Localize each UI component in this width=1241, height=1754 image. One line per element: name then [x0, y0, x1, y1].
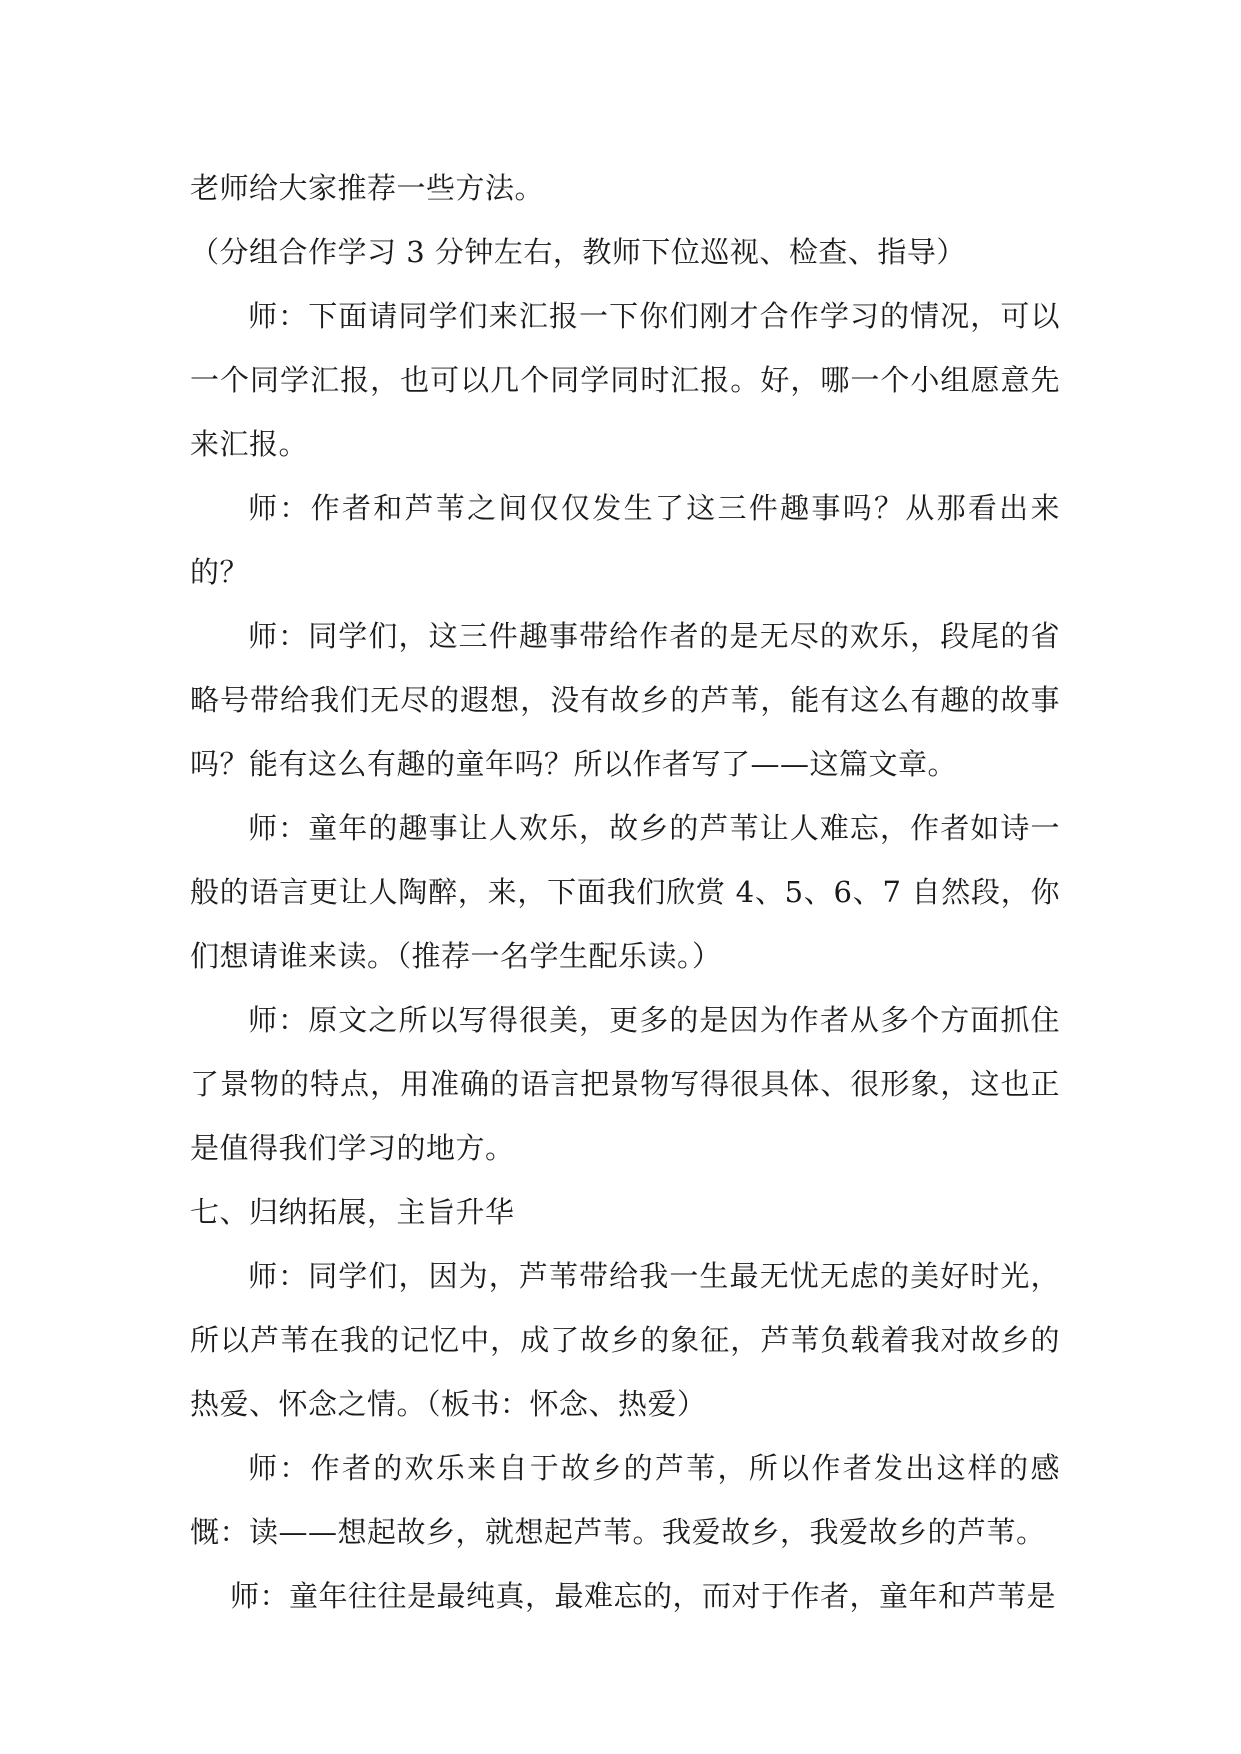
paragraph-teacher-question-three-events: 师：作者和芦苇之间仅仅发生了这三件趣事吗？从那看出来的？ — [190, 491, 1060, 589]
paragraph-teacher-appreciate-paragraphs: 师：童年的趣事让人欢乐，故乡的芦苇让人难忘，作者如诗一般的语言更让人陶醉，来，下面我们欣赏 4、5、6、7 自然段，你们想请谁来读。（推荐一名学生配乐读。） — [190, 811, 1060, 973]
paragraph-group-study-note: （分组合作学习 3 分钟左右，教师下位巡视、检查、指导） — [190, 235, 966, 269]
paragraph-teacher-author-sigh: 师：作者的欢乐来自于故乡的芦苇，所以作者发出这样的感慨：读——想起故乡，就想起芦苇。我爱故乡，我爱故乡的芦苇。 — [190, 1451, 1060, 1549]
paragraph-teacher-report-request: 师：下面请同学们来汇报一下你们刚才合作学习的情况，可以一个同学汇报，也可以几个同学同时汇报。好，哪一个小组愿意先来汇报。 — [190, 299, 1060, 461]
document-body — [190, 156, 1060, 1628]
section-heading-summary: 七、归纳拓展，主旨升华 — [190, 1195, 515, 1229]
paragraph-teacher-writing-features: 师：原文之所以写得很美，更多的是因为作者从多个方面抓住了景物的特点，用准确的语言把景物写得很具体、很形象，这也正是值得我们学习的地方。 — [190, 1003, 1060, 1165]
paragraph-teacher-joy-and-reverie: 师：同学们，这三件趣事带给作者的是无尽的欢乐，段尾的省略号带给我们无尽的遐想，没有故乡的芦苇，能有这么有趣的故事吗？能有这么有趣的童年吗？所以作者写了——这篇文章。 — [190, 619, 1060, 781]
paragraph-teacher-reed-symbol: 师：同学们，因为，芦苇带给我一生最无忧无虑的美好时光，所以芦苇在我的记忆中，成了故乡的象征，芦苇负载着我对故乡的热爱、怀念之情。（板书：怀念、热爱） — [190, 1259, 1060, 1421]
paragraph-recommend-methods: 老师给大家推荐一些方法。 — [190, 171, 545, 205]
paragraph-teacher-childhood: 师：童年往往是最纯真，最难忘的，而对于作者，童年和芦苇是 — [230, 1579, 1057, 1613]
